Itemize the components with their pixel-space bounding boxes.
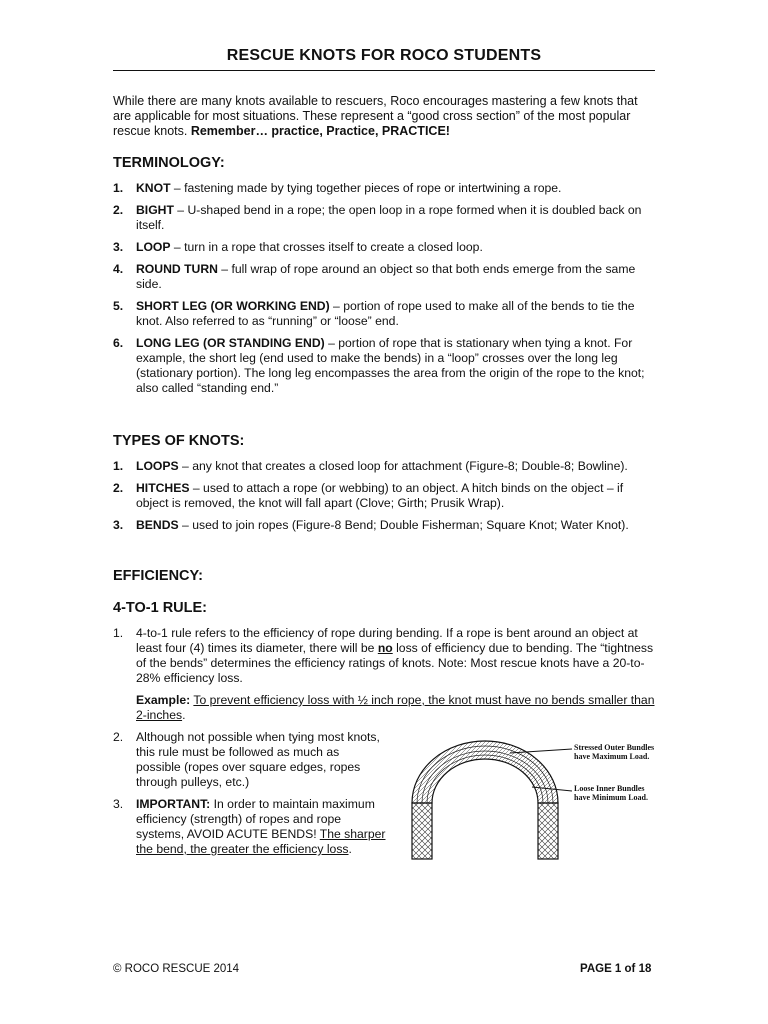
rope-leg-left <box>412 803 432 859</box>
list-item <box>113 181 658 196</box>
example-end: . <box>182 708 186 722</box>
list-item <box>113 626 658 723</box>
example-label: Example: <box>136 693 191 707</box>
item-term: LOOP <box>136 240 171 254</box>
footer-page-number: PAGE 1 of 18 <box>580 963 652 975</box>
item-text-end: . <box>348 842 352 856</box>
item-term: HITCHES <box>136 481 190 495</box>
intro-paragraph <box>113 94 658 139</box>
list-item <box>113 459 658 474</box>
item-text: – U-shaped bend in a rope; the open loop in a rope formed when it is doubled back on itself. <box>136 203 642 232</box>
footer-copyright: © ROCO RESCUE 2014 <box>113 963 240 975</box>
rope-bend-diagram <box>404 727 694 867</box>
item-text: – full wrap of rope around an object so that both ends emerge from the same side. <box>136 262 636 291</box>
example-block <box>136 693 658 723</box>
terminology-heading: TERMINOLOGY: <box>113 155 225 171</box>
title-block <box>113 47 655 71</box>
no-emphasis: no <box>377 641 393 655</box>
item-number: 6. <box>113 336 124 350</box>
terminology-list <box>113 181 658 403</box>
item-text: – portion of rope used to make all of the bends to tie the knot. Also referred to as “running” or “loose” end. <box>136 299 635 328</box>
efficiency-heading: EFFICIENCY: <box>113 568 203 584</box>
types-list <box>113 459 658 540</box>
item-text: Although not possible when tying most knots, this rule must be followed as much as possible (ropes over square edges, ropes through pulleys, etc.) <box>136 730 380 789</box>
item-number: 2. <box>113 730 124 744</box>
item-number: 1. <box>113 459 124 473</box>
item-text: 4-to-1 rule refers to the efficiency of rope during bending. If a rope is bent around an object at least four (4) times its diameter, there will be <box>136 626 638 655</box>
outer-label-1: Stressed Outer Bundles <box>574 743 655 752</box>
list-item <box>113 481 658 511</box>
item-text: – turn in a rope that crosses itself to create a closed loop. <box>170 240 483 254</box>
item-term: BENDS <box>136 518 179 532</box>
item-number: 2. <box>113 481 124 495</box>
item-term: LONG LEG (OR STANDING END) <box>136 336 325 350</box>
item-number: 4. <box>113 262 124 276</box>
item-number: 2. <box>113 203 124 217</box>
list-item <box>113 797 386 857</box>
inner-label-1: Loose Inner Bundles <box>574 784 645 793</box>
item-text: – used to join ropes (Figure-8 Bend; Double Fisherman; Square Knot; Water Knot). <box>178 518 629 532</box>
list-item <box>113 203 658 233</box>
intro-emphasis: Remember… practice, Practice, PRACTICE! <box>190 124 450 138</box>
item-number: 3. <box>113 240 124 254</box>
rope-leg-right <box>538 803 558 859</box>
item-number: 5. <box>113 299 124 313</box>
list-item <box>113 262 658 292</box>
page-title: RESCUE KNOTS FOR ROCO STUDENTS <box>226 47 542 64</box>
item-text: – fastening made by tying together pieces of rope or intertwining a rope. <box>170 181 562 195</box>
item-text: – used to attach a rope (or webbing) to an object. A hitch binds on the object – if object is removed, the knot will fall apart (Clove; Girth; Prusik Wrap). <box>136 481 624 510</box>
item-number: 3. <box>113 518 124 532</box>
efficiency-list <box>113 626 658 730</box>
item-text: – any knot that creates a closed loop for attachment (Figure-8; Double-8; Bowline). <box>178 459 628 473</box>
item-term: KNOT <box>136 181 171 195</box>
types-heading: TYPES OF KNOTS: <box>113 433 245 449</box>
list-item <box>113 730 386 790</box>
item-text: – portion of rope that is stationary when tying a knot. For example, the short leg (end used to make the bends) in a “loop” crosses over the long leg (stationary portion). The long leg encompasses the area from the origin of the rope to the knot; also called “standing end.” <box>136 336 645 395</box>
item-number: 3. <box>113 797 124 811</box>
outer-label-2: have Maximum Load. <box>574 752 650 761</box>
list-item <box>113 336 658 396</box>
list-item <box>113 240 658 255</box>
example-text: To prevent efficiency loss with ½ inch rope, the knot must have no bends smaller than 2-inches <box>136 693 655 722</box>
item-number: 1. <box>113 181 124 195</box>
item-term: ROUND TURN <box>136 262 218 276</box>
item-text: In order to maintain maximum efficiency (strength) of ropes and rope systems, AVOID ACUTE BENDS! <box>136 797 375 841</box>
item-text-underlined: The sharper the bend, the greater the efficiency loss <box>136 827 386 856</box>
list-item <box>113 518 658 533</box>
item-term: BIGHT <box>136 203 174 217</box>
rule-heading: 4-TO-1 RULE: <box>113 600 207 616</box>
item-number: 1. <box>113 626 124 640</box>
intro-text: While there are many knots available to rescuers, Roco encourages mastering a few knots that are applicable for most situations. These represent a “good cross section” of the most popular rescue knots. <box>113 94 638 138</box>
item-term: LOOPS <box>136 459 179 473</box>
inner-label-2: have Minimum Load. <box>574 793 649 802</box>
list-item <box>113 299 658 329</box>
important-label: IMPORTANT: <box>136 797 211 811</box>
item-term: SHORT LEG (OR WORKING END) <box>136 299 330 313</box>
item-text-cont: loss of efficiency due to bending. The “tightness of the bends” determines the efficiency ratings of knots. Note: Most rescue knots have a 20-to-28% efficiency loss. <box>136 641 654 685</box>
